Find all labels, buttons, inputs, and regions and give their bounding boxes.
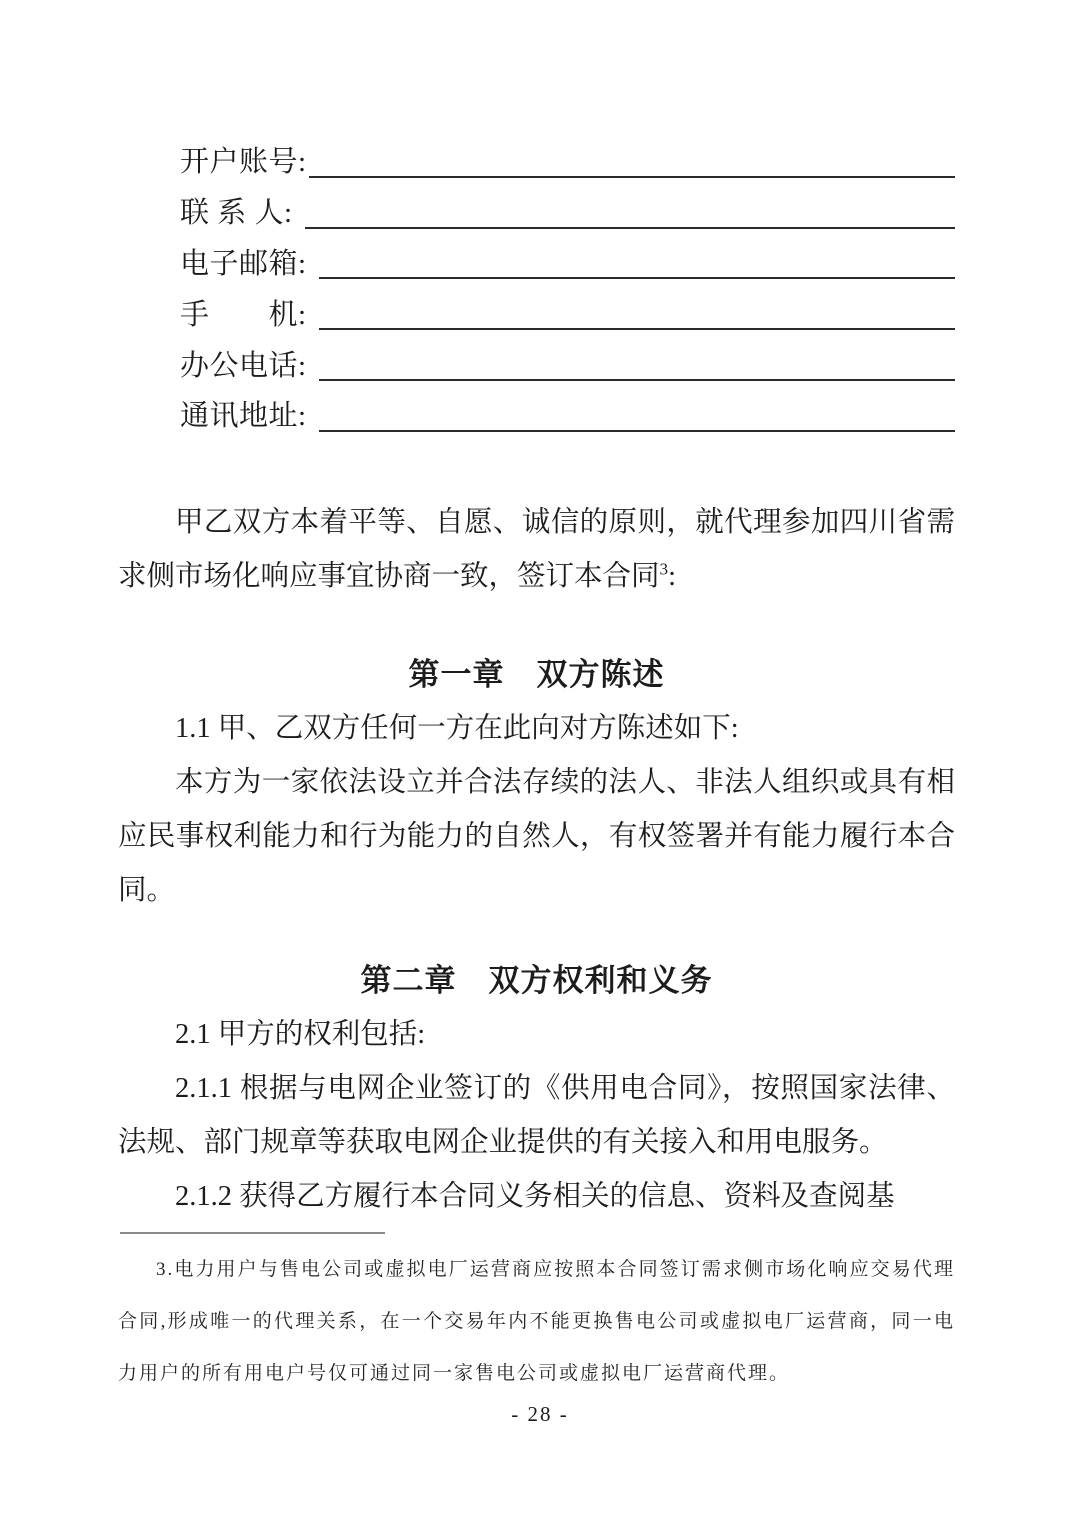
intro-text: 甲乙双方本着平等、自愿、诚信的原则，就代理参加四川省需求侧市场化响应事宜协商一致，签订本合同: [118, 506, 955, 592]
account-number-blank[interactable]: [309, 172, 955, 178]
chapter-2-heading: 第二章 双方权利和义务: [360, 962, 713, 998]
clause-2-1-1: 2.1.1 根据与电网企业签订的《供用电合同》，按照国家法律、法规、部门规章等获取电网企业提供的有关接入和用电服务。: [118, 1072, 955, 1158]
clause-2-1-2: 2.1.2 获得乙方履行本合同义务相关的信息、资料及查阅基: [175, 1180, 895, 1212]
form-row-mailing-address: [118, 381, 955, 432]
office-phone-label: 办公电话:: [180, 349, 307, 382]
mobile-blank[interactable]: [319, 324, 955, 330]
contact-person-blank[interactable]: [305, 223, 955, 229]
form-row-mobile: [118, 279, 955, 330]
account-number-label: 开户账号:: [180, 146, 307, 179]
page-footer: [0, 1402, 1080, 1427]
contact-person-label: 联 系 人:: [180, 197, 293, 230]
form-row-office-phone: [118, 330, 955, 381]
form-row-email: [118, 229, 955, 280]
email-label: 电子邮箱:: [180, 247, 307, 280]
clause-1-1: 1.1 甲、乙双方任何一方在此向对方陈述如下:: [175, 712, 739, 744]
mobile-label: 手 机:: [180, 298, 307, 331]
clause-1-1-statement: 本方为一家依法设立并合法存续的法人、非法人组织或具有相应民事权利能力和行为能力的自然人，有权签署并有能力履行本合同。: [118, 766, 955, 906]
form-row-contact-person: [118, 178, 955, 229]
contact-form-section: [118, 127, 955, 432]
footnote-separator-rule: [120, 1232, 385, 1234]
chapter-1-heading: 第一章 双方陈述: [408, 656, 665, 692]
form-row-account-number: [118, 127, 955, 178]
clause-2-1: 2.1 甲方的权利包括:: [175, 1018, 426, 1050]
office-phone-blank[interactable]: [319, 375, 955, 381]
mailing-address-blank[interactable]: [319, 426, 955, 432]
footnote-ref-3: 3: [659, 559, 669, 579]
page-number: - 28 -: [511, 1402, 569, 1426]
footnote-3-text: 3.电力用户与售电公司或虚拟电厂运营商应按照本合同签订需求侧市场化响应交易代理合同,形成唯一的代理关系，在一个交易年内不能更换售电公司或虚拟电厂运营商，同一电力用户的所有用电户号仅可通过同一家售电公司或虚拟电厂运营商代理。: [118, 1258, 955, 1384]
intro-paragraph: [118, 496, 955, 604]
mailing-address-label: 通讯地址:: [180, 400, 307, 433]
footnote-section: [118, 1232, 955, 1400]
email-blank[interactable]: [319, 273, 955, 279]
intro-suffix: :: [668, 560, 676, 592]
